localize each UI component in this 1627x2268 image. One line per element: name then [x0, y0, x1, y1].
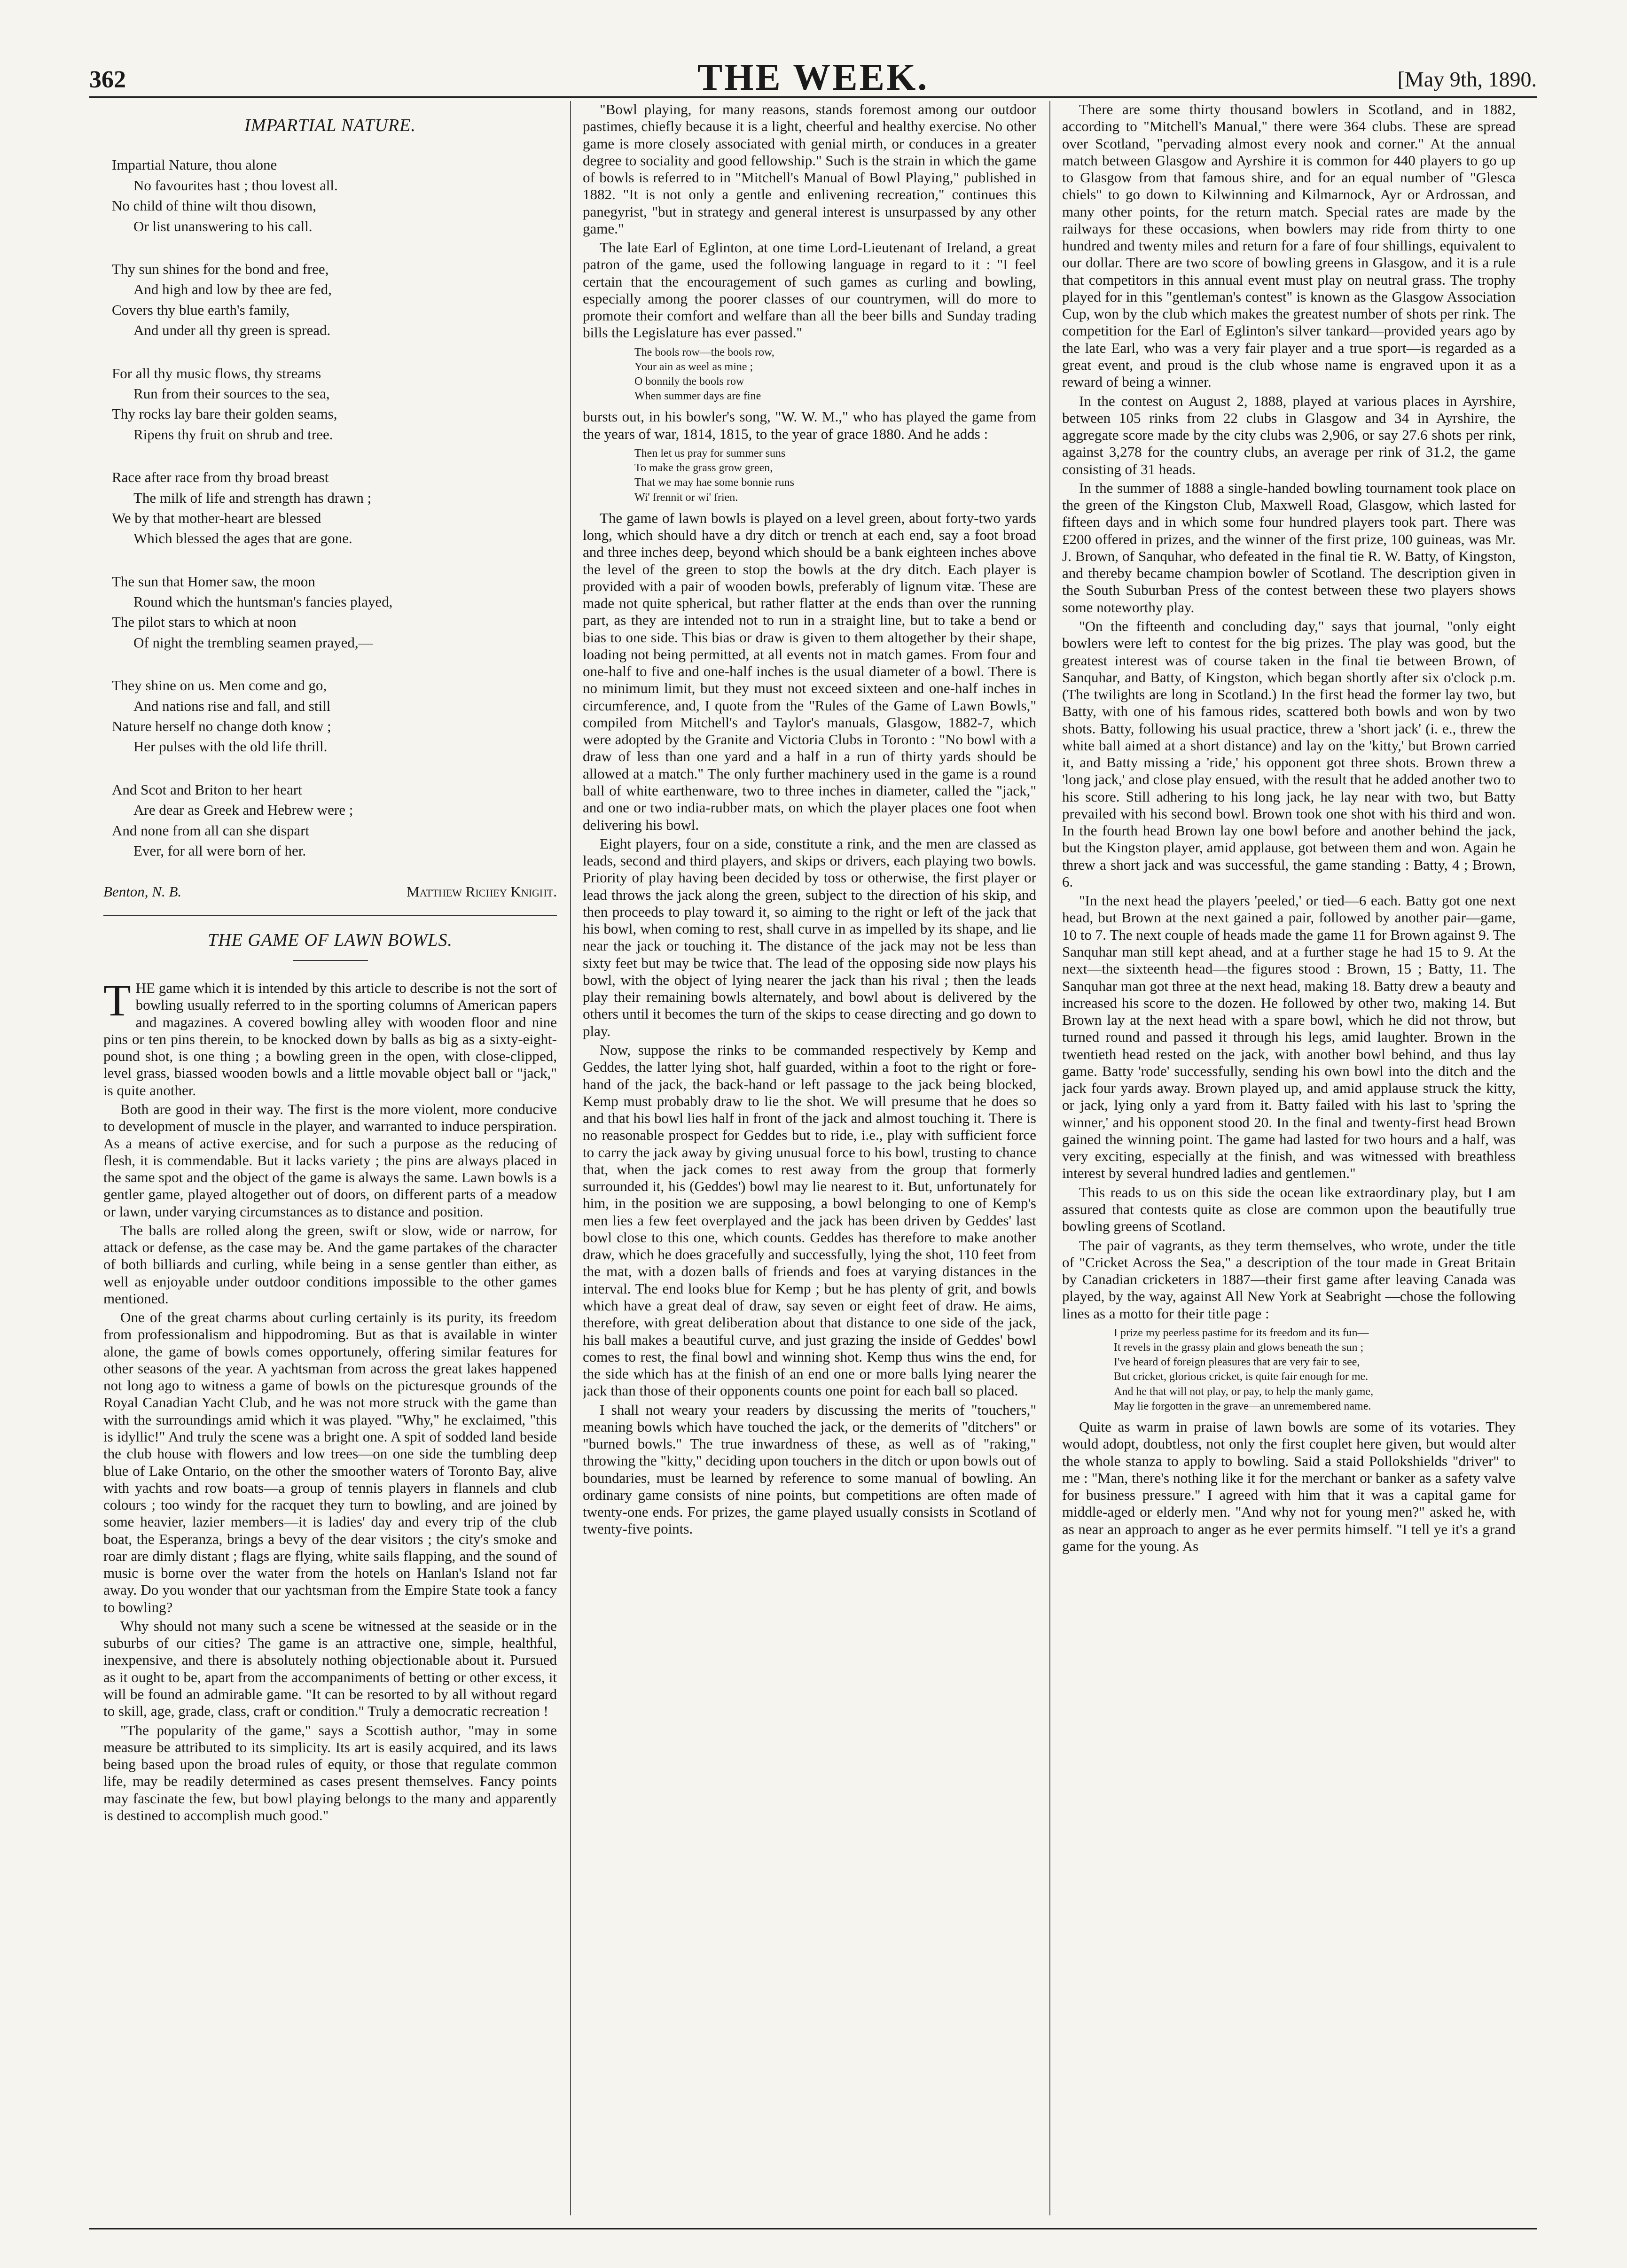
poem-location: Benton, N. B.: [103, 883, 182, 900]
issue-date: [May 9th, 1890.: [1397, 67, 1537, 91]
poem-line: Race after race from thy broad breast: [112, 469, 329, 486]
paragraph: This reads to us on this side the ocean like extraordinary play, but I am assured that contests quite as close are common upon the beautifully true bowling greens of Scotland.: [1062, 1184, 1516, 1235]
quote-line: I've heard of foreign pleasures that are very fair to see,: [1114, 1356, 1360, 1369]
poem-line: Of night the trembling seamen prayed,—: [133, 634, 373, 651]
column-separator: [570, 101, 571, 2215]
poem-line: No favourites hast ; thou lovest all.: [133, 177, 338, 194]
poem-line: They shine on us. Men come and go,: [112, 677, 327, 694]
poem-line: The sun that Homer saw, the moon: [112, 573, 315, 590]
poem-line: Her pulses with the old life thrill.: [133, 738, 328, 755]
poem-author: Matthew Richey Knight.: [407, 883, 557, 900]
paragraph: "The popularity of the game," says a Scottish author, "may in some measure be attributed to its simplicity. Its art is easily acquired, and its laws being based upon the broad rules of equity, or those that regulate common life, may be readily determined as cases present themselves. Fancy points may fascinate the few, but bowl playing belongs to the many and apparently is destined to accomplish much good.": [103, 1722, 557, 1824]
poem-line: The pilot stars to which at noon: [112, 614, 297, 631]
quote-line: When summer days are fine: [634, 390, 761, 403]
poem-line: Nature herself no change doth know ;: [112, 718, 331, 735]
song-quote-2: [634, 446, 1036, 505]
poem-title: IMPARTIAL NATURE.: [244, 116, 416, 135]
poem-line: Or list unanswering to his call.: [133, 218, 313, 234]
quote-line: It revels in the grassy plain and glows beneath the sun ;: [1114, 1341, 1364, 1354]
paragraph: Both are good in their way. The first is the more violent, more conducive to development of muscle in the player, and warranted to induce perspiration. As a means of active exercise, and for such a purpose as the reducing of flesh, it is commendable. But it lacks variety ; the pins are always placed in the same spot and the object of the game is always the same. Lawn bowls is a gentler game, played altogether out of doors, on different parts of a meadow or lawn, under varying circumstances as to distance and position.: [103, 1100, 557, 1220]
poem-stanza: [112, 155, 557, 236]
masthead-title: THE WEEK.: [697, 57, 929, 98]
article-col3-text-a: [1062, 101, 1516, 1322]
column-2: [583, 101, 1036, 2225]
poem-line: Ripens thy fruit on shrub and tree.: [133, 426, 333, 443]
article-col2-text-c: [583, 510, 1036, 1538]
poem-line: Round which the huntsman's fancies played,: [133, 593, 393, 610]
poem-line: And none from all can she dispart: [112, 822, 310, 839]
quote-line: And he that will not play, or pay, to help the manly game,: [1114, 1385, 1374, 1398]
paragraph: There are some thirty thousand bowlers in Scotland, and in 1882, according to "Mitchell's Manual," there were 364 clubs. These are spread over Scotland, "pervading almost every nook and corner." At the annual match between Glasgow and Ayrshire it is common for 440 players to go up to Glasgow from that famous shire, and for an equal number of "Glesca chiels" to go down to Kilwinning and Kilmarnock, Ayr or Ardrossan, and many other points, for the return match. Special rates are made by the railways for these occasions, when bowlers may ride from thirty to one hundred and twenty miles and return for a fare of four shillings, equivalent to our dollar. There are two score of bowling greens in Glasgow, and it is a rule that competitors in this annual event must play on neutral grass. The trophy played for in this "gentleman's contest" is known as the Glasgow Association Cup, won by the club which makes the greatest number of shots per rink. The competition for the Earl of Eglinton's silver tankard—provided years ago by the late Earl, who was a very fair player and a true sport—is regarded as a great event, and proud is the club whose name is engraved upon it as a reward of being a winner.: [1062, 101, 1516, 390]
paragraph: The pair of vagrants, as they term themselves, who wrote, under the title of "Cricket Across the Sea," a description of the tour made in Great Britain by Canadian cricketers in 1887—their first game after leaving Canada was played, by the way, against All New York at Seabright —chose the following lines as a motto for their title page :: [1062, 1237, 1516, 1322]
poem-line: And nations rise and fall, and still: [133, 697, 331, 714]
paragraph: The late Earl of Eglinton, at one time Lord-Lieutenant of Ireland, a great patron of the game, used the following language in regard to it : "I feel certain that the encouragement of such games as curling and bowling, especially among the poorer classes of our countrymen, will do more to promote their comfort and welfare than all the beer bills and Sunday trading bills the Legislature has ever passed.": [583, 239, 1036, 341]
poem-signature: [103, 883, 557, 900]
quote-line: O bonnily the bools row: [634, 375, 744, 388]
paragraph: In the contest on August 2, 1888, played at various places in Ayrshire, between 105 rinks from 22 clubs in Glasgow and 34 in Ayrshire, the aggregate score made by the city clubs was 2,906, or say 27.6 shots per rink, against 3,278 for the country clubs, an average per rink of 31.2, the game consisting of 31 heads.: [1062, 392, 1516, 477]
column-separator: [1049, 101, 1050, 2215]
article-col2-text-b: [583, 408, 1036, 443]
poem-line: The milk of life and strength has drawn ;: [133, 489, 372, 506]
paragraph: bursts out, in his bowler's song, "W. W. M.," who has played the game from the years of war, 1814, 1815, to the year of grace 1880. And he adds :: [583, 408, 1036, 442]
title-rule: [293, 960, 368, 961]
footer-rule: [89, 2228, 1537, 2229]
poem-stanza: [112, 467, 557, 549]
poem-stanza: [112, 363, 557, 445]
article-col3-text-b: [1062, 1418, 1516, 1555]
poem-stanza: [112, 779, 557, 861]
poem-line: Ever, for all were born of her.: [133, 842, 306, 859]
quote-line: That we may hae some bonnie runs: [634, 476, 794, 489]
column-3: [1062, 101, 1516, 2225]
header-rule: [89, 96, 1537, 98]
poem-line: Which blessed the ages that are gone.: [133, 530, 352, 547]
paragraph: "In the next head the players 'peeled,' or tied—6 each. Batty got one next head, but Brown at the next gained a pair, followed by another pair—game, 10 to 7. The next couple of heads made the game 11 for Brown against 9. The Sanquhar man still kept ahead, and at a further stage he had 15 to 9. At the next—the sixteenth head—the figures stood : Brown, 15 ; Batty, 11. The Sanquhar man got three at the next head, making 18. Batty drew a beauty and increased his score to the dozen. He followed by other two, making 14. But Brown lay at the next head with a spare bowl, which he did not throw, but turned round and passed it through his legs, amid laughter. Brown in the twentieth head rested on the jack, with another bowl behind, and thus lay game. Batty 'rode' successfully, sending his own bowl into the ditch and the jack four yards away. Brown played up, and amid applause struck the kitty, or jack, lying only a yard from it. Batty failed with his last to 'spring the winner,' and his opponent stood 20. In the final and twenty-first head Brown gained the winning point. The game had lasted for two hours and a half, was very exciting, especially at the finish, and was witnessed with breathless interest by several hundred ladies and gentlemen.": [1062, 892, 1516, 1182]
quote-line: Wi' frennit or wi' frien.: [634, 491, 738, 504]
paragraph: [103, 975, 557, 1099]
song-quote-1: [634, 345, 1036, 404]
poem-line: No child of thine wilt thou disown,: [112, 197, 316, 214]
quote-line: To make the grass grow green,: [634, 462, 773, 475]
article-col1-text: [103, 975, 557, 1824]
paragraph: Now, suppose the rinks to be commanded respectively by Kemp and Geddes, the latter lying shot, half guarded, within a foot to the right or fore-hand of the jack, the back-hand or left passage to the jack being blocked, Kemp must probably draw to lie the shot. We will presume that he does so and that his bowl lies half in front of the jack and almost touching it. There is no reasonable prospect for Geddes but to ride, i.e., play with sufficient force to carry the jack away by giving unusual force to his bowl, trusting to chance that, when the jack comes to rest away from the group that formerly surrounded it, his (Geddes') bowl may lie nearest to it. But, unfortunately for him, in the position we are supposing, a bowl belonging to one of Kemp's men lies a few feet overplayed and the jack has been driven by Geddes' last bowl close to this one, which counts. Geddes has therefore to make another draw, which he does gracefully and successfully, lying the shot, 110 feet from the mat, with a dozen balls of friends and foes at varying distances in the interval. The end looks blue for Kemp ; but he has plenty of grit, and bowls which have a great deal of draw, say seven or eight feet of draw. He aims, therefore, with great deliberation about that distance to one side of the jack, his ball makes a beautiful curve, and just grazing the inside of Geddes' bowl comes to rest, the final bowl and winning shot. Kemp thus wins the end, for the side which has at the finish of an end one or more balls lying nearer the jack than those of their opponents counts one point for each ball so placed.: [583, 1041, 1036, 1399]
poem-line: Are dear as Greek and Hebrew were ;: [133, 802, 353, 818]
poem-line: Covers thy blue earth's family,: [112, 301, 290, 318]
quote-line: Your ain as weel as mine ;: [634, 360, 753, 373]
poem-line: For all thy music flows, thy streams: [112, 365, 321, 382]
poem-stanza: [112, 571, 557, 653]
poem-line: And Scot and Briton to her heart: [112, 781, 302, 798]
paragraph: The game of lawn bowls is played on a level green, about forty-two yards long, which should have a dry ditch or trench at each end, say a foot broad and three inches deep, beyond which should be a bank eighteen inches above the level of the green to stop the bowls at the dry ditch. Each player is provided with a pair of wooden bowls, preferably of lignum vitæ. These are made not quite spherical, but rather flatter at the ends than over the running part, as they are intended not to run in a straight line, but to take a bend or bias to one side. This bias or draw is given to them altogether by their shape, loading not being permitted, at all events not in match games. From four and one-half to five and one-half inches is the usual diameter of a bowl. There is no minimum limit, but they must not exceed sixteen and one-half inches in circumference, and, I quote from the "Rules of the Game of Lawn Bowls," compiled from Mitchell's and Taylor's manuals, Glasgow, 1882-7, which were adopted by the Granite and Victoria Clubs in Toronto : "No bowl with a draw of less than one yard and a half in a run of thirty yards should be allowed at a match." The only further machinery used in the game is a round ball of white earthenware, two to three inches in diameter, called the "jack," and one or two india-rubber mats, on which the player places one foot when delivering his bowl.: [583, 509, 1036, 833]
section-rule: [103, 915, 557, 916]
poem-body: [103, 155, 557, 861]
article-col2-text-a: [583, 101, 1036, 342]
paragraph: Why should not many such a scene be witnessed at the seaside or in the suburbs of our cities? The game is an attractive one, simple, healthful, inexpensive, and there is absolutely nothing objectionable about it. Pursued as it ought to be, apart from the accompaniments of betting or other excess, it will be found an admirable game. "It can be resorted to by all without regard to skill, age, grade, class, craft or condition." Truly a democratic recreation !: [103, 1617, 557, 1720]
page-number: 362: [89, 66, 126, 93]
poem-stanza: [112, 259, 557, 341]
paragraph: In the summer of 1888 a single-handed bowling tournament took place on the green of the Kingston Club, Maxwell Road, Glasgow, which lasted for fifteen days and in which some four hundred players took part. There was £200 offered in prizes, and the winner of the first prize, 100 guineas, was Mr. J. Brown, of Sanquhar, who defeated in the final tie R. W. Batty, of Kingston, and thereby became champion bowler of Scotland. The description given in the South Suburban Press of the contest between these two players shows some noteworthy play.: [1062, 479, 1516, 616]
poem-line: Thy sun shines for the bond and free,: [112, 261, 329, 278]
paragraph: Quite as warm in praise of lawn bowls are some of its votaries. They would adopt, doubtless, not only the first couplet here given, but would alter the whole stanza to apply to bowling. Said a staid Pollokshields "driver" to me : "Man, there's nothing like it for the merchant or banker as a safety valve for business pressure." I agreed with him that it was a capital game for middle-aged or elderly men. "And why not for young men?" asked he, with as near an approach to anger as he ever permits himself. "I tell ye it's a grand game for the young. As: [1062, 1418, 1516, 1554]
quote-line: But cricket, glorious cricket, is quite fair enough for me.: [1114, 1371, 1369, 1383]
quote-line: The bools row—the bools row,: [634, 346, 774, 359]
poem-line: And high and low by thee are fed,: [133, 281, 332, 298]
poem-stanza: [112, 675, 557, 757]
article-title: THE GAME OF LAWN BOWLS.: [208, 930, 453, 950]
page-header: [89, 56, 1537, 108]
poem-line: Thy rocks lay bare their golden seams,: [112, 405, 337, 422]
paragraph: "Bowl playing, for many reasons, stands foremost among our outdoor pastimes, chiefly because it is a light, cheerful and healthy exercise. No other game is more closely associated with genial mirth, or conduces in a greater degree to sociality and good fellowship." Such is the strain in which the game of bowls is referred to in "Mitchell's Manual of Bowl Playing," published in 1882. "It is not only a gentle and enlivening recreation," continues this panegyrist, "but in strategy and general interest is unsurpassed by any other game.": [583, 101, 1036, 237]
poem-line: Impartial Nature, thou alone: [112, 156, 277, 173]
quote-line: I prize my peerless pastime for its freedom and its fun—: [1114, 1326, 1369, 1339]
paragraph: "On the fifteenth and concluding day," says that journal, "only eight bowlers were left to contest for the big prizes. The play was good, but the greatest interest was of course taken in the final tie between Brown, of Sanquhar, and Batty, of Kingston, which began shortly after six o'clock p.m. (The twilights are long in Scotland.) In the first head the former lay two, but Batty, with one of his famous rides, scattered both bowls and won by two shots. Batty, following his usual practice, threw a 'short jack' (i. e., threw the white ball aimed at a short distance) and lay on the 'kitty,' but Brown carried it, and Batty missing a 'ride,' his opponent got three shots. Brown threw a 'long jack,' and close play ensued, with the result that he added another two to his score. Still adhering to his long jack, he lay near with two, but Batty prevailed with his second bowl. Brown took one shot with his third and won. In the fourth head Brown lay one bowl before and another behind the jack, but the Kingston player, amid applause, got between them and won. Again he threw a short jack and was successful, the game standing : Batty, 4 ; Brown, 6.: [1062, 617, 1516, 890]
poem-line: We by that mother-heart are blessed: [112, 509, 321, 526]
paragraph-text: HE game which it is intended by this article to describe is not the sort of bowling usually referred to in the sporting columns of American papers and magazines. A covered bowling alley with wooden floor and nine pins or ten pins therein, to be knocked down by balls as big as a sixty-eight-pound shot, is one thing ; a bowling green in the open, with close-clipped, level grass, biassed wooden bowls and a little movable object ball or "jack," is quite another.: [103, 980, 557, 1099]
paragraph: I shall not weary your readers by discussing the merits of "touchers," meaning bowls which have touched the jack, or the demerits of "ditchers" or "burned bowls." The true inwardness of these, as well as of "raking," throwing the "kitty," deciding upon touchers in the ditch or upon bowls out of boundaries, must be learned by reference to some manual of bowling. An ordinary game consists of nine points, but competitions are often made of twenty-one ends. For prizes, the game played usually consists in Scotland of twenty-five points.: [583, 1401, 1036, 1537]
quote-line: Then let us pray for summer suns: [634, 447, 786, 460]
paragraph: One of the great charms about curling certainly is its purity, its freedom from professionalism and hippodroming. But as that is available in winter alone, the game of bowls comes opportunely, offering similar features for other seasons of the year. A yachtsman from across the great lakes happened not long ago to witness a game of bowls on the picturesque grounds of the Royal Canadian Yacht Club, and he was not more struck with the game than with the surroundings amid which it was played. "Why," he exclaimed, "this is idyllic!" And truly the scene was a bright one. A spit of sodded land beside the club house with flowers and low trees—on one side the tumbling deep blue of Lake Ontario, on the other the smoother waters of Toronto Bay, alive with yachts and row boats—a group of tennis players in flannels and club colours ; too windy for the racquet they turn to bowling, and are joined by some heavier, lazier members—it is ladies' day and every trip of the club boat, the Esperanza, brings a bevy of the dear visitors ; the city's smoke and roar are dimly distant ; flags are flying, white sails flapping, and the sound of music is borne over the water from the hotels on Hanlan's Island not far away. Do you wonder that our yachtsman from the Empire State took a fancy to bowling?: [103, 1309, 557, 1615]
quote-line: May lie forgotten in the grave—an unremembered name.: [1114, 1400, 1371, 1412]
paragraph: The balls are rolled along the green, swift or slow, wide or narrow, for attack or defense, as the case may be. And the game partakes of the character of both billiards and curling, while being in a sense gentler than either, as well as enjoyable under outdoor conditions impossible to the other games mentioned.: [103, 1222, 557, 1307]
poem-line: Run from their sources to the sea,: [133, 385, 330, 402]
cricket-motto-quote: [1114, 1326, 1516, 1414]
poem-line: And under all thy green is spread.: [133, 322, 331, 339]
column-1: [103, 101, 557, 2225]
paragraph: Eight players, four on a side, constitute a rink, and the men are classed as leads, second and third players, and skips or drivers, each playing two bowls. Priority of play having been decided by toss or otherwise, the first player or lead throws the jack along the green, subject to the direction of his skip, and then proceeds to play toward it, so aiming to the right or left of the jack that his bowl, when coming to rest, shall curve in as impelled by its shape, and lie near the jack or touching it. The distance of the jack may not be less than sixty feet but may be twice that. The lead of the opposing side now plays his bowl, with the object of lying nearer the jack than his rival ; then the leads play their remaining bowls alternately, and bowl about is delivered by the others until it becomes the turn of the skips to cease directing and go down to play.: [583, 835, 1036, 1039]
drop-cap: T: [103, 975, 131, 1026]
